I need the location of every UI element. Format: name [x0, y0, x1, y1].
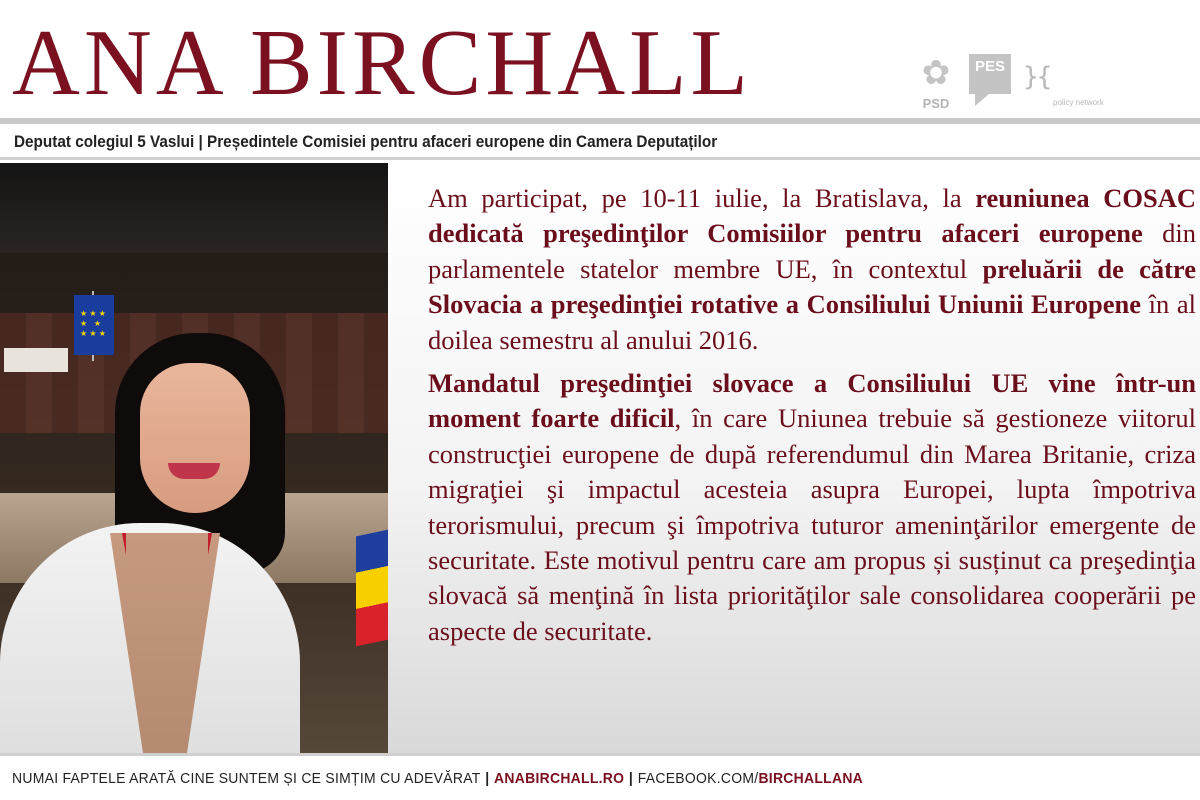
speech-bubble-icon: [969, 54, 1011, 94]
subtitle-bar: [0, 124, 1200, 160]
article-panel: [388, 163, 1200, 753]
text-run-bold: reuniunea COSAC dedicată preşedinţilor Comisiilor pentru afaceri europene: [428, 183, 1196, 249]
braces-icon: }{: [1023, 62, 1051, 92]
website-link[interactable]: ANABIRCHALL.RO: [494, 770, 625, 787]
portrait-photo: [0, 163, 388, 753]
text-run: din parlamentele statelor membre UE, în contextul: [428, 218, 1196, 284]
facebook-link[interactable]: BIRCHALLANA: [758, 770, 864, 787]
page-title: ANA BIRCHALL: [12, 11, 752, 115]
policy-network-label: policy network: [1053, 98, 1104, 107]
article-paragraph-1: [428, 181, 1196, 358]
text-run: , în care Uniunea trebuie să gestioneze viitorul construcţiei europene de după referendumul din Marea Britanie, criza migraţiei şi impactul acesteia asupra Europei, lupta împotriva terorismului, precum şi împotriva tuturor ameninţărilor emergente de securitate. Este motivul pentru care am propus și susținut ca preşedinţia slovacă să menţină în lista priorităţilor sale consolidarea cooperării pe aspecte de securitate.: [428, 403, 1196, 646]
footer: [0, 753, 1200, 800]
pes-logo-label: PES: [974, 58, 1005, 75]
footer-separator: |: [485, 770, 490, 787]
psd-logo-label: PSD: [922, 96, 950, 111]
text-run-bold: preluării de către Slovacia a preşedinţiei rotative a Consiliului Uniunii Europene: [428, 253, 1196, 320]
partner-logos: [905, 52, 1105, 118]
policy-network-logo: [1023, 62, 1105, 114]
facebook-prefix[interactable]: FACEBOOK.COM/: [637, 770, 759, 787]
footer-motto: NUMAI FAPTELE ARATĂ CINE SUNTEM ȘI CE SIMȚIM CU ADEVĂRAT: [12, 770, 481, 787]
pes-logo: [969, 54, 1013, 112]
rose-icon: ✿: [921, 54, 951, 92]
header: [0, 0, 1200, 118]
footer-line: [12, 770, 863, 787]
text-run: Am participat, pe 10-11 iulie, la Bratislava, la: [428, 183, 976, 213]
eu-flag-icon: [74, 295, 114, 355]
article-text: [428, 181, 1196, 657]
psd-logo: [911, 56, 961, 114]
footer-separator: |: [628, 770, 634, 787]
nameplate: [4, 348, 68, 372]
text-run: în al doilea semestru al anului 2016.: [428, 289, 1196, 355]
romania-flag-icon: [356, 530, 388, 647]
text-run-bold: Mandatul preşedinţiei slovace a Consiliului UE vine într-un moment foarte dificil: [428, 368, 1196, 434]
article-paragraph-2: [428, 366, 1196, 649]
subtitle: Deputat colegiul 5 Vaslui | Președintele Comisiei pentru afaceri europene din Camera Deputaților: [14, 132, 718, 151]
